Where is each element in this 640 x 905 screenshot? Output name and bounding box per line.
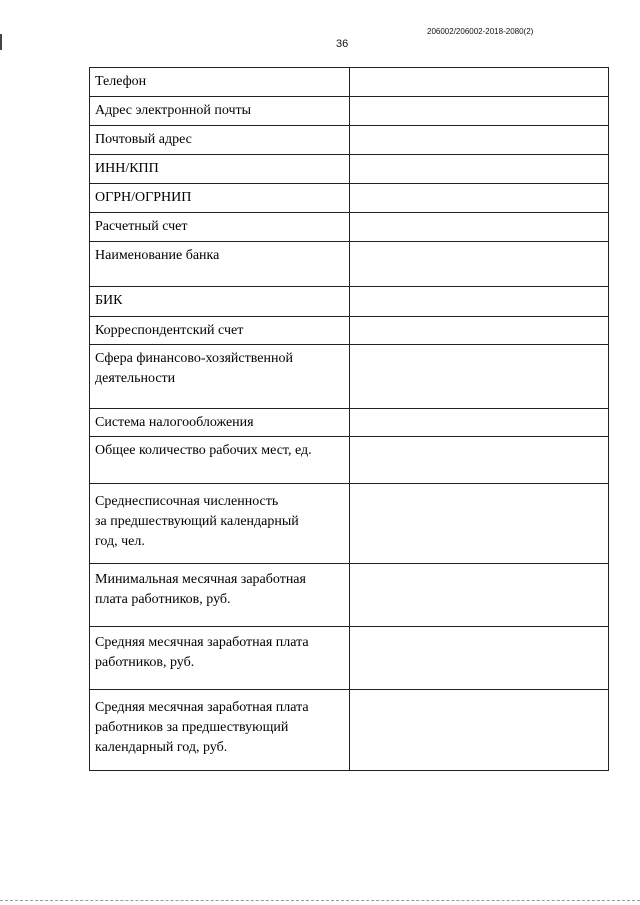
row-label-postal-address: Почтовый адрес: [90, 126, 350, 155]
row-value-tax-system[interactable]: [350, 409, 609, 437]
row-value-bik[interactable]: [350, 287, 609, 317]
row-label-average-headcount: Среднесписочная численность за предшествующий календарный год, чел.: [90, 484, 350, 564]
row-value-phone[interactable]: [350, 68, 609, 97]
row-value-total-jobs[interactable]: [350, 437, 609, 484]
row-label-total-jobs: Общее количество рабочих мест, ед.: [90, 437, 350, 484]
page-number: 36: [336, 38, 349, 50]
row-label-email: Адрес электронной почты: [90, 97, 350, 126]
table-row-tax-system: [90, 409, 609, 437]
row-value-postal-address[interactable]: [350, 126, 609, 155]
scan-edge-mark: [0, 34, 2, 50]
company-info-table: [89, 67, 609, 771]
table-row-minimum-wage: [90, 564, 609, 627]
row-label-settlement-account: Расчетный счет: [90, 213, 350, 242]
row-value-average-wage-previous-year[interactable]: [350, 690, 609, 771]
table-row-email: [90, 97, 609, 126]
row-value-inn-kpp[interactable]: [350, 155, 609, 184]
table-row-average-wage-previous-year: [90, 690, 609, 771]
row-value-ogrn[interactable]: [350, 184, 609, 213]
row-label-business-sphere: Сфера финансово-хозяйственной деятельности: [90, 345, 350, 409]
row-value-minimum-wage[interactable]: [350, 564, 609, 627]
table-row-phone: [90, 68, 609, 97]
row-label-average-wage: Средняя месячная заработная плата работников, руб.: [90, 627, 350, 690]
row-value-average-headcount[interactable]: [350, 484, 609, 564]
table-row-inn-kpp: [90, 155, 609, 184]
table-row-bank-name: [90, 242, 609, 287]
row-label-minimum-wage: Минимальная месячная заработная плата работников, руб.: [90, 564, 350, 627]
table-row-correspondent-account: [90, 317, 609, 345]
row-label-bank-name: Наименование банка: [90, 242, 350, 287]
row-value-correspondent-account[interactable]: [350, 317, 609, 345]
row-label-tax-system: Система налогообложения: [90, 409, 350, 437]
row-value-email[interactable]: [350, 97, 609, 126]
table-row-bik: [90, 287, 609, 317]
document-id: 206002/206002-2018-2080(2): [427, 27, 534, 36]
table-row-postal-address: [90, 126, 609, 155]
table-row-total-jobs: [90, 437, 609, 484]
row-value-bank-name[interactable]: [350, 242, 609, 287]
row-label-bik: БИК: [90, 287, 350, 317]
table-row-average-wage: [90, 627, 609, 690]
row-label-ogrn: ОГРН/ОГРНИП: [90, 184, 350, 213]
row-label-phone: Телефон: [90, 68, 350, 97]
row-value-business-sphere[interactable]: [350, 345, 609, 409]
table-row-ogrn: [90, 184, 609, 213]
row-label-average-wage-previous-year: Средняя месячная заработная плата работников за предшествующий календарный год, руб.: [90, 690, 350, 771]
row-label-correspondent-account: Корреспондентский счет: [90, 317, 350, 345]
row-value-settlement-account[interactable]: [350, 213, 609, 242]
table-row-settlement-account: [90, 213, 609, 242]
row-value-average-wage[interactable]: [350, 627, 609, 690]
table-row-average-headcount: [90, 484, 609, 564]
scan-bottom-edge: [0, 900, 640, 901]
table-row-business-sphere: [90, 345, 609, 409]
row-label-inn-kpp: ИНН/КПП: [90, 155, 350, 184]
